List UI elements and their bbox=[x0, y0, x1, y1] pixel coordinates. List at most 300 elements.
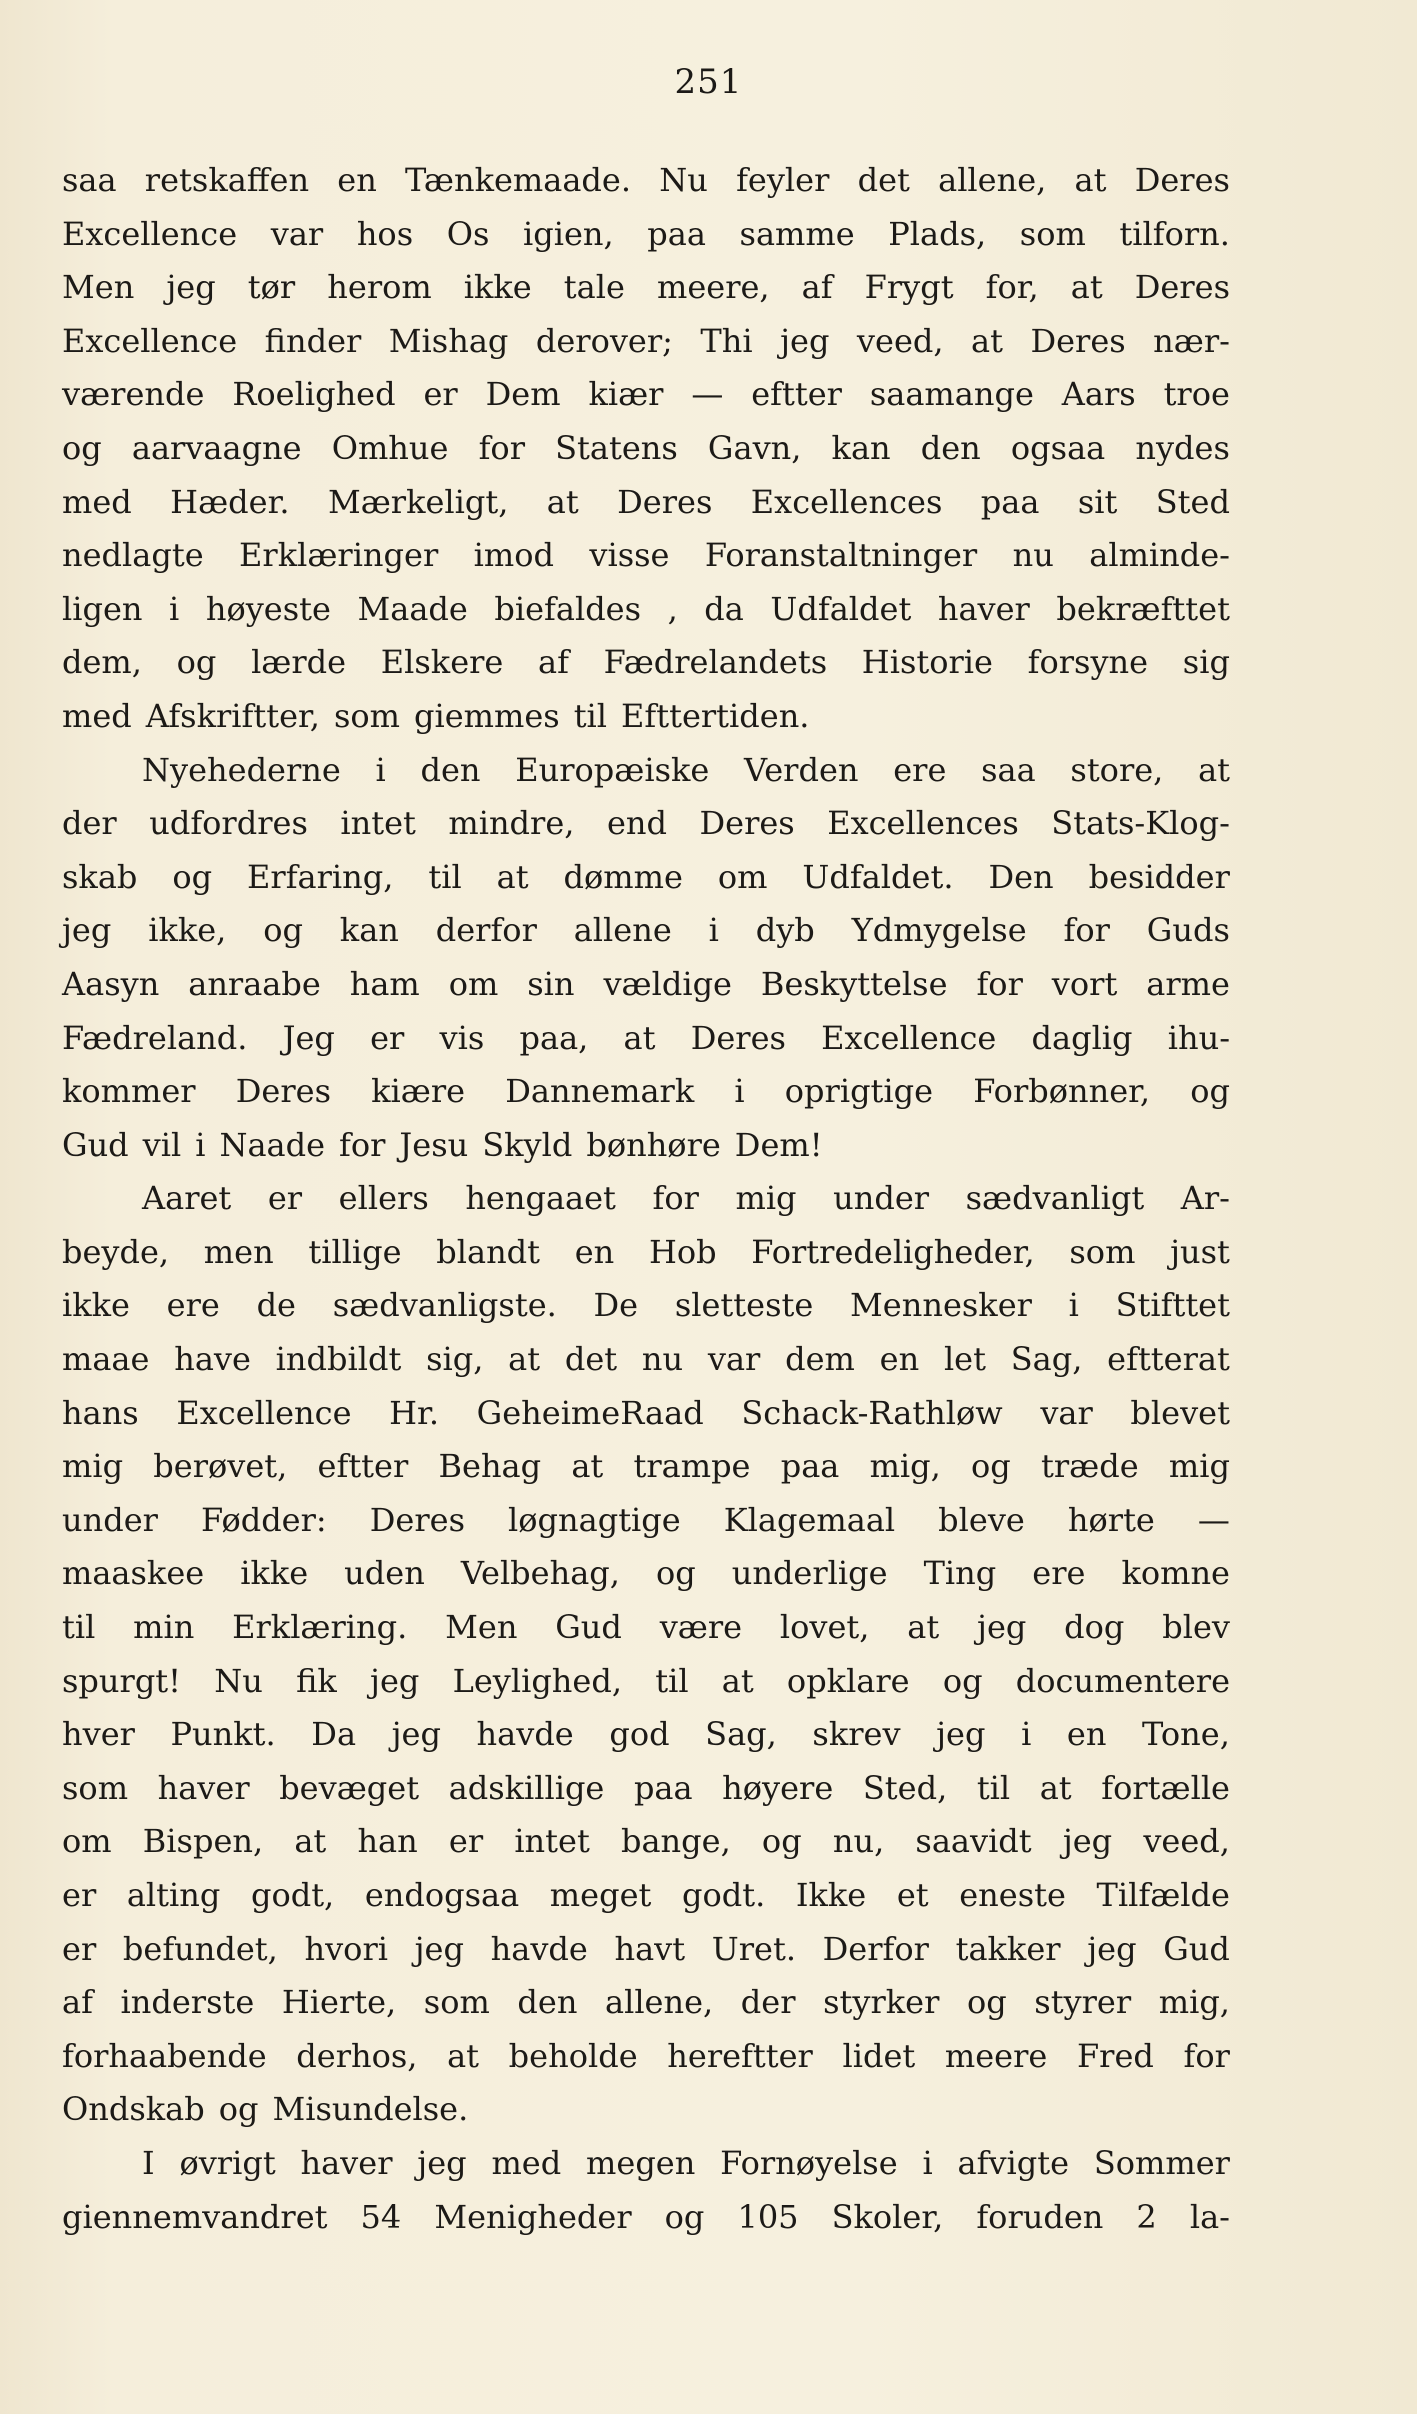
word: retskaffen bbox=[144, 161, 310, 199]
word: vil bbox=[142, 1125, 182, 1164]
word: øvrigt bbox=[179, 2143, 276, 2182]
word: derover; bbox=[535, 321, 673, 360]
word: Fødder: bbox=[200, 1500, 327, 1539]
word: Udfaldet. bbox=[802, 857, 954, 896]
text-line bbox=[62, 2030, 1230, 2084]
word: under bbox=[833, 1179, 930, 1218]
word: nu, bbox=[832, 1822, 885, 1861]
word: Erfaring, bbox=[247, 857, 394, 896]
word: Excellence bbox=[62, 321, 238, 360]
word: Erklæring. bbox=[232, 1608, 408, 1647]
word: at bbox=[1198, 750, 1230, 789]
text-line bbox=[62, 315, 1230, 369]
word: og bbox=[966, 1983, 1007, 2022]
word: Nu bbox=[659, 161, 708, 199]
text-line bbox=[62, 1547, 1230, 1601]
word: forsyne bbox=[1027, 643, 1149, 682]
word: og bbox=[1190, 1072, 1230, 1111]
word: endogsaa bbox=[364, 1876, 520, 1914]
word: Foranstaltninger bbox=[704, 536, 978, 575]
word: opklare bbox=[786, 1661, 910, 1700]
word: uden bbox=[344, 1554, 425, 1593]
word: ikke bbox=[463, 268, 532, 307]
word: sit bbox=[1077, 482, 1118, 521]
text-line bbox=[62, 1923, 1230, 1977]
text-line bbox=[62, 744, 1230, 798]
word: forhaabende bbox=[62, 2036, 267, 2075]
word: fortælle bbox=[1101, 1768, 1230, 1807]
word: kiære bbox=[371, 1072, 466, 1111]
word: store, bbox=[1070, 750, 1164, 789]
word: Misundelse. bbox=[272, 2090, 469, 2129]
word: adskillige bbox=[448, 1768, 605, 1807]
word: jeg bbox=[62, 911, 112, 950]
word: maae bbox=[62, 1340, 150, 1379]
word: der bbox=[62, 804, 117, 843]
word: Dannemark bbox=[505, 1072, 695, 1111]
word: og bbox=[942, 1661, 983, 1700]
word: Mennesker bbox=[850, 1286, 1032, 1325]
word: Derfor bbox=[822, 1929, 929, 1968]
word: og bbox=[971, 1447, 1011, 1486]
word: Stifttet bbox=[1115, 1286, 1230, 1325]
word: og bbox=[172, 857, 213, 896]
word: med bbox=[491, 2143, 562, 2182]
word: blandt bbox=[436, 1232, 541, 1271]
word: en bbox=[337, 161, 377, 199]
word: saavidt bbox=[915, 1822, 1032, 1861]
text-line bbox=[62, 1815, 1230, 1869]
word: Skyld bbox=[482, 1125, 573, 1164]
word: at bbox=[508, 1340, 541, 1379]
word: at bbox=[721, 1661, 754, 1700]
word: bleve bbox=[938, 1500, 1025, 1539]
word: ham bbox=[349, 964, 420, 1003]
word: alminde- bbox=[1089, 536, 1230, 575]
word: Maade bbox=[357, 589, 468, 628]
word: Sted bbox=[1155, 482, 1230, 521]
word: Erklæringer bbox=[239, 536, 439, 575]
text-line bbox=[62, 1172, 1230, 1226]
word: han bbox=[357, 1822, 418, 1861]
text-line bbox=[62, 1279, 1230, 1333]
word: god bbox=[609, 1715, 670, 1754]
word: at bbox=[294, 1822, 327, 1861]
word: og bbox=[218, 2090, 259, 2129]
word: Den bbox=[988, 857, 1054, 896]
word: Sted, bbox=[862, 1768, 948, 1807]
word: havde bbox=[476, 1715, 574, 1754]
word: Aasyn bbox=[62, 964, 160, 1003]
word: blevet bbox=[1130, 1393, 1230, 1432]
word: vis bbox=[439, 1018, 485, 1057]
word: hvori bbox=[304, 1929, 388, 1968]
word: meere bbox=[944, 2036, 1048, 2075]
word: ellers bbox=[338, 1179, 429, 1218]
text-line bbox=[62, 2083, 1230, 2137]
word: Bispen, bbox=[142, 1822, 264, 1861]
word: Hierte, bbox=[281, 1983, 397, 2022]
word: tillige bbox=[308, 1232, 402, 1271]
word: mig, bbox=[1158, 1983, 1230, 2022]
word: jeg bbox=[1062, 1822, 1113, 1861]
word: Punkt. bbox=[170, 1715, 276, 1754]
word: jeg bbox=[370, 1661, 420, 1700]
word: troe bbox=[1163, 375, 1230, 414]
word: der bbox=[740, 1983, 796, 2022]
word: som bbox=[333, 696, 400, 735]
word: Excellences bbox=[827, 804, 1019, 843]
word: allene bbox=[573, 911, 672, 950]
word: nu bbox=[641, 1340, 684, 1379]
word: hans bbox=[62, 1393, 139, 1432]
word: Tilfælde bbox=[1096, 1876, 1230, 1914]
word: Velbehag, bbox=[460, 1554, 620, 1593]
word: sig, bbox=[426, 1340, 484, 1379]
word: imod bbox=[473, 536, 554, 575]
word: hos bbox=[356, 214, 414, 253]
text-line bbox=[62, 1226, 1230, 1280]
word: ligen bbox=[62, 589, 143, 628]
word: Skoler, bbox=[831, 2197, 944, 2236]
word: biefaldes bbox=[494, 589, 642, 628]
word: den bbox=[420, 750, 481, 789]
word: Mishag bbox=[388, 321, 509, 360]
word: Leylighed, bbox=[452, 1661, 622, 1700]
word: i bbox=[922, 2143, 933, 2182]
word: Menigheder bbox=[434, 2197, 632, 2236]
word: mig, bbox=[869, 1447, 941, 1486]
word: eneste bbox=[959, 1876, 1066, 1914]
word: var bbox=[270, 214, 324, 253]
word: Aars bbox=[1061, 375, 1136, 414]
text-line bbox=[62, 583, 1230, 637]
word: nær- bbox=[1153, 321, 1230, 360]
word: var bbox=[707, 1340, 761, 1379]
word: at bbox=[447, 2036, 480, 2075]
word: beholde bbox=[508, 2036, 638, 2075]
word: Frygt bbox=[864, 268, 954, 307]
word: ere bbox=[166, 1286, 220, 1325]
text-line bbox=[62, 690, 1230, 744]
word: arme bbox=[1146, 964, 1230, 1003]
word: bønhøre bbox=[586, 1125, 721, 1164]
word: mig bbox=[735, 1179, 797, 1218]
word: komne bbox=[1121, 1554, 1230, 1593]
word: for bbox=[1183, 2036, 1230, 2075]
word: intet bbox=[514, 1822, 590, 1861]
word: kommer bbox=[62, 1072, 196, 1111]
word: om bbox=[717, 857, 768, 896]
word: Nu bbox=[214, 1661, 263, 1700]
word: kiær bbox=[588, 375, 664, 414]
word: dem, bbox=[62, 643, 142, 682]
word: ere bbox=[893, 750, 947, 789]
word: Uret. bbox=[711, 1929, 796, 1968]
word: Beskyttelse bbox=[760, 964, 948, 1003]
word: Os bbox=[446, 214, 490, 253]
word: fik bbox=[296, 1661, 337, 1700]
text-line bbox=[62, 1655, 1230, 1709]
text-line bbox=[62, 422, 1230, 476]
word: Gud bbox=[555, 1608, 622, 1647]
word: visse bbox=[589, 536, 670, 575]
text-line bbox=[62, 1065, 1230, 1119]
word: anraabe bbox=[188, 964, 321, 1003]
word: lovet, bbox=[779, 1608, 870, 1647]
word: Deres bbox=[1030, 321, 1126, 360]
word: nedlagte bbox=[62, 536, 204, 575]
word: hver bbox=[62, 1715, 135, 1754]
word: meere, bbox=[656, 268, 770, 307]
word: at bbox=[623, 1018, 656, 1057]
word: være bbox=[659, 1608, 743, 1647]
word: I bbox=[142, 2143, 155, 2182]
text-line bbox=[62, 1976, 1230, 2030]
word: Tone, bbox=[1142, 1715, 1230, 1754]
word: er bbox=[370, 1018, 405, 1057]
word: Ondskab bbox=[62, 2090, 205, 2129]
word: Guds bbox=[1146, 911, 1230, 950]
word: bevæget bbox=[279, 1768, 420, 1807]
word: Thi bbox=[700, 321, 753, 360]
word: spurgt! bbox=[62, 1661, 182, 1700]
word: til bbox=[976, 1768, 1011, 1807]
word: at bbox=[907, 1608, 940, 1647]
text-line bbox=[62, 529, 1230, 583]
word: af bbox=[538, 643, 569, 682]
word: haver bbox=[157, 1768, 250, 1807]
word: lærde bbox=[251, 643, 347, 682]
word: 54 bbox=[360, 2197, 402, 2236]
word: ogsaa bbox=[1010, 428, 1106, 467]
word: løgnagtige bbox=[508, 1500, 681, 1539]
word: saa bbox=[981, 750, 1036, 789]
text-line bbox=[62, 1762, 1230, 1816]
page-number: 251 bbox=[674, 62, 743, 102]
word: Elskere bbox=[380, 643, 504, 682]
word: er bbox=[267, 1179, 303, 1218]
word: ikke bbox=[62, 1286, 130, 1325]
word: Verden bbox=[744, 750, 859, 789]
word: til bbox=[655, 1661, 689, 1700]
body-text bbox=[62, 154, 1230, 2244]
word: just bbox=[1170, 1232, 1230, 1271]
word: Jeg bbox=[282, 1018, 335, 1057]
word: Fædreland. bbox=[62, 1018, 248, 1057]
word: documentere bbox=[1015, 1661, 1230, 1700]
word: og bbox=[176, 643, 217, 682]
word: Aaret bbox=[142, 1179, 232, 1218]
word: veed, bbox=[856, 321, 944, 360]
text-line bbox=[62, 904, 1230, 958]
text-line bbox=[62, 208, 1230, 262]
word: lidet bbox=[842, 2036, 916, 2075]
word: dem bbox=[785, 1340, 855, 1379]
word: Gud bbox=[62, 1125, 129, 1164]
word: mig bbox=[62, 1447, 124, 1486]
word: hereftter bbox=[667, 2036, 813, 2075]
word: Mærkeligt, bbox=[327, 482, 509, 521]
word: ikke bbox=[240, 1554, 309, 1593]
word: og bbox=[761, 1822, 802, 1861]
word: eftterat bbox=[1107, 1340, 1230, 1379]
word: Dem bbox=[485, 375, 561, 414]
word: igien, bbox=[522, 214, 614, 253]
word: Hæder. bbox=[170, 482, 290, 521]
text-line bbox=[62, 1869, 1230, 1923]
word: at bbox=[1070, 268, 1103, 307]
word: og bbox=[655, 1554, 696, 1593]
word: ikke, bbox=[148, 911, 227, 950]
word: 105 bbox=[737, 2197, 799, 2236]
word: en bbox=[879, 1340, 920, 1379]
word: Deres bbox=[617, 482, 713, 521]
word: paa bbox=[633, 1768, 693, 1807]
text-line bbox=[62, 797, 1230, 851]
word: at bbox=[971, 321, 1003, 360]
word: er bbox=[423, 375, 458, 414]
word: meget bbox=[549, 1876, 652, 1914]
word: daglig bbox=[1031, 1018, 1133, 1057]
text-line bbox=[62, 476, 1230, 530]
text-line bbox=[62, 1440, 1230, 1494]
word: herom bbox=[327, 268, 432, 307]
word: tilforn. bbox=[1119, 214, 1230, 253]
word: sædvanligste. bbox=[332, 1286, 557, 1325]
word: godt, bbox=[250, 1876, 335, 1914]
word: men bbox=[203, 1232, 274, 1271]
word: Tænkemaade. bbox=[405, 161, 632, 199]
word: Stats-Klog- bbox=[1051, 804, 1230, 843]
word: nu bbox=[1012, 536, 1054, 575]
word: jeg bbox=[1087, 1929, 1137, 1968]
word: min bbox=[133, 1608, 195, 1647]
word: den bbox=[517, 1983, 578, 2022]
word: Deres bbox=[369, 1500, 465, 1539]
word: havde bbox=[490, 1929, 588, 1968]
word: Ikke bbox=[795, 1876, 867, 1914]
word: tør bbox=[247, 268, 296, 307]
word: jeg bbox=[417, 2143, 467, 2182]
word: Europæiske bbox=[515, 750, 710, 789]
word: Schack-Rathløw bbox=[741, 1393, 1003, 1432]
word: blev bbox=[1162, 1608, 1230, 1647]
word: for, bbox=[985, 268, 1039, 307]
word: jeg bbox=[936, 1715, 986, 1754]
word: Plads, bbox=[888, 214, 987, 253]
word: under bbox=[62, 1500, 158, 1539]
word: haver bbox=[300, 2143, 393, 2182]
word: haver bbox=[937, 589, 1030, 628]
word: finder bbox=[264, 321, 362, 360]
word: at bbox=[1039, 1768, 1072, 1807]
word: tale bbox=[563, 268, 625, 307]
word: Excellence bbox=[176, 1393, 352, 1432]
word: et bbox=[896, 1876, 929, 1914]
word: have bbox=[174, 1340, 251, 1379]
word: Deres bbox=[690, 1018, 786, 1057]
word: Udfaldet bbox=[770, 589, 912, 628]
word: i bbox=[708, 911, 719, 950]
word: paa, bbox=[519, 1018, 589, 1057]
word: hengaaet bbox=[465, 1179, 616, 1218]
word: dyb bbox=[755, 911, 815, 950]
word: saamange bbox=[869, 375, 1034, 414]
word: at bbox=[496, 857, 529, 896]
word: samme bbox=[739, 214, 855, 253]
word: som bbox=[1019, 214, 1086, 253]
word: med bbox=[62, 696, 132, 735]
text-line bbox=[62, 1708, 1230, 1762]
word: Fred bbox=[1076, 2036, 1154, 2075]
word: mig bbox=[1168, 1447, 1230, 1486]
word: i bbox=[1021, 1715, 1032, 1754]
word: Naade bbox=[219, 1125, 326, 1164]
word: og bbox=[263, 911, 303, 950]
word: Forbønner, bbox=[973, 1072, 1151, 1111]
word: hørte bbox=[1067, 1500, 1155, 1539]
word: giennemvandret bbox=[62, 2197, 328, 2236]
word: allene, bbox=[938, 161, 1047, 199]
word: er bbox=[448, 1822, 484, 1861]
word: Statens bbox=[555, 428, 678, 467]
word: de bbox=[256, 1286, 296, 1325]
word: underlige bbox=[731, 1554, 888, 1593]
word: saa bbox=[62, 161, 117, 199]
word: let bbox=[943, 1340, 986, 1379]
word: for bbox=[478, 428, 525, 467]
word: for bbox=[976, 964, 1023, 1003]
word: veed, bbox=[1143, 1822, 1230, 1861]
word: Fortredeligheder, bbox=[751, 1232, 1035, 1271]
word: det bbox=[857, 161, 910, 199]
word: befundet, bbox=[122, 1929, 278, 1968]
word: er bbox=[62, 1876, 97, 1914]
word: sin bbox=[527, 964, 575, 1003]
word: høyeste bbox=[205, 589, 331, 628]
word: takker bbox=[955, 1929, 1061, 1968]
word: foruden bbox=[976, 2197, 1104, 2236]
word: bange, bbox=[620, 1822, 731, 1861]
text-line bbox=[62, 851, 1230, 905]
word: som bbox=[62, 1768, 129, 1807]
word: jeg bbox=[166, 268, 216, 307]
word: Afskriftter, bbox=[145, 696, 320, 735]
word: berøvet, bbox=[153, 1447, 288, 1486]
word: Omhue bbox=[331, 428, 449, 467]
word: Efttertiden. bbox=[621, 696, 810, 735]
word: styrker bbox=[823, 1983, 940, 2022]
word: besidder bbox=[1088, 857, 1230, 896]
text-line bbox=[62, 958, 1230, 1012]
word: Ting bbox=[923, 1554, 997, 1593]
word: i bbox=[375, 750, 386, 789]
word: paa bbox=[980, 482, 1040, 521]
word: vort bbox=[1051, 964, 1118, 1003]
word: Deres bbox=[1134, 268, 1230, 307]
word: for bbox=[339, 1125, 386, 1164]
word: Deres bbox=[235, 1072, 331, 1111]
word: dømme bbox=[563, 857, 683, 896]
word: og bbox=[62, 428, 102, 467]
word: Gavn, bbox=[707, 428, 802, 467]
word: Jesu bbox=[399, 1125, 469, 1164]
word: som bbox=[423, 1983, 490, 2022]
word: De bbox=[593, 1286, 639, 1325]
word: jeg bbox=[414, 1929, 464, 1968]
word: da bbox=[704, 589, 744, 628]
